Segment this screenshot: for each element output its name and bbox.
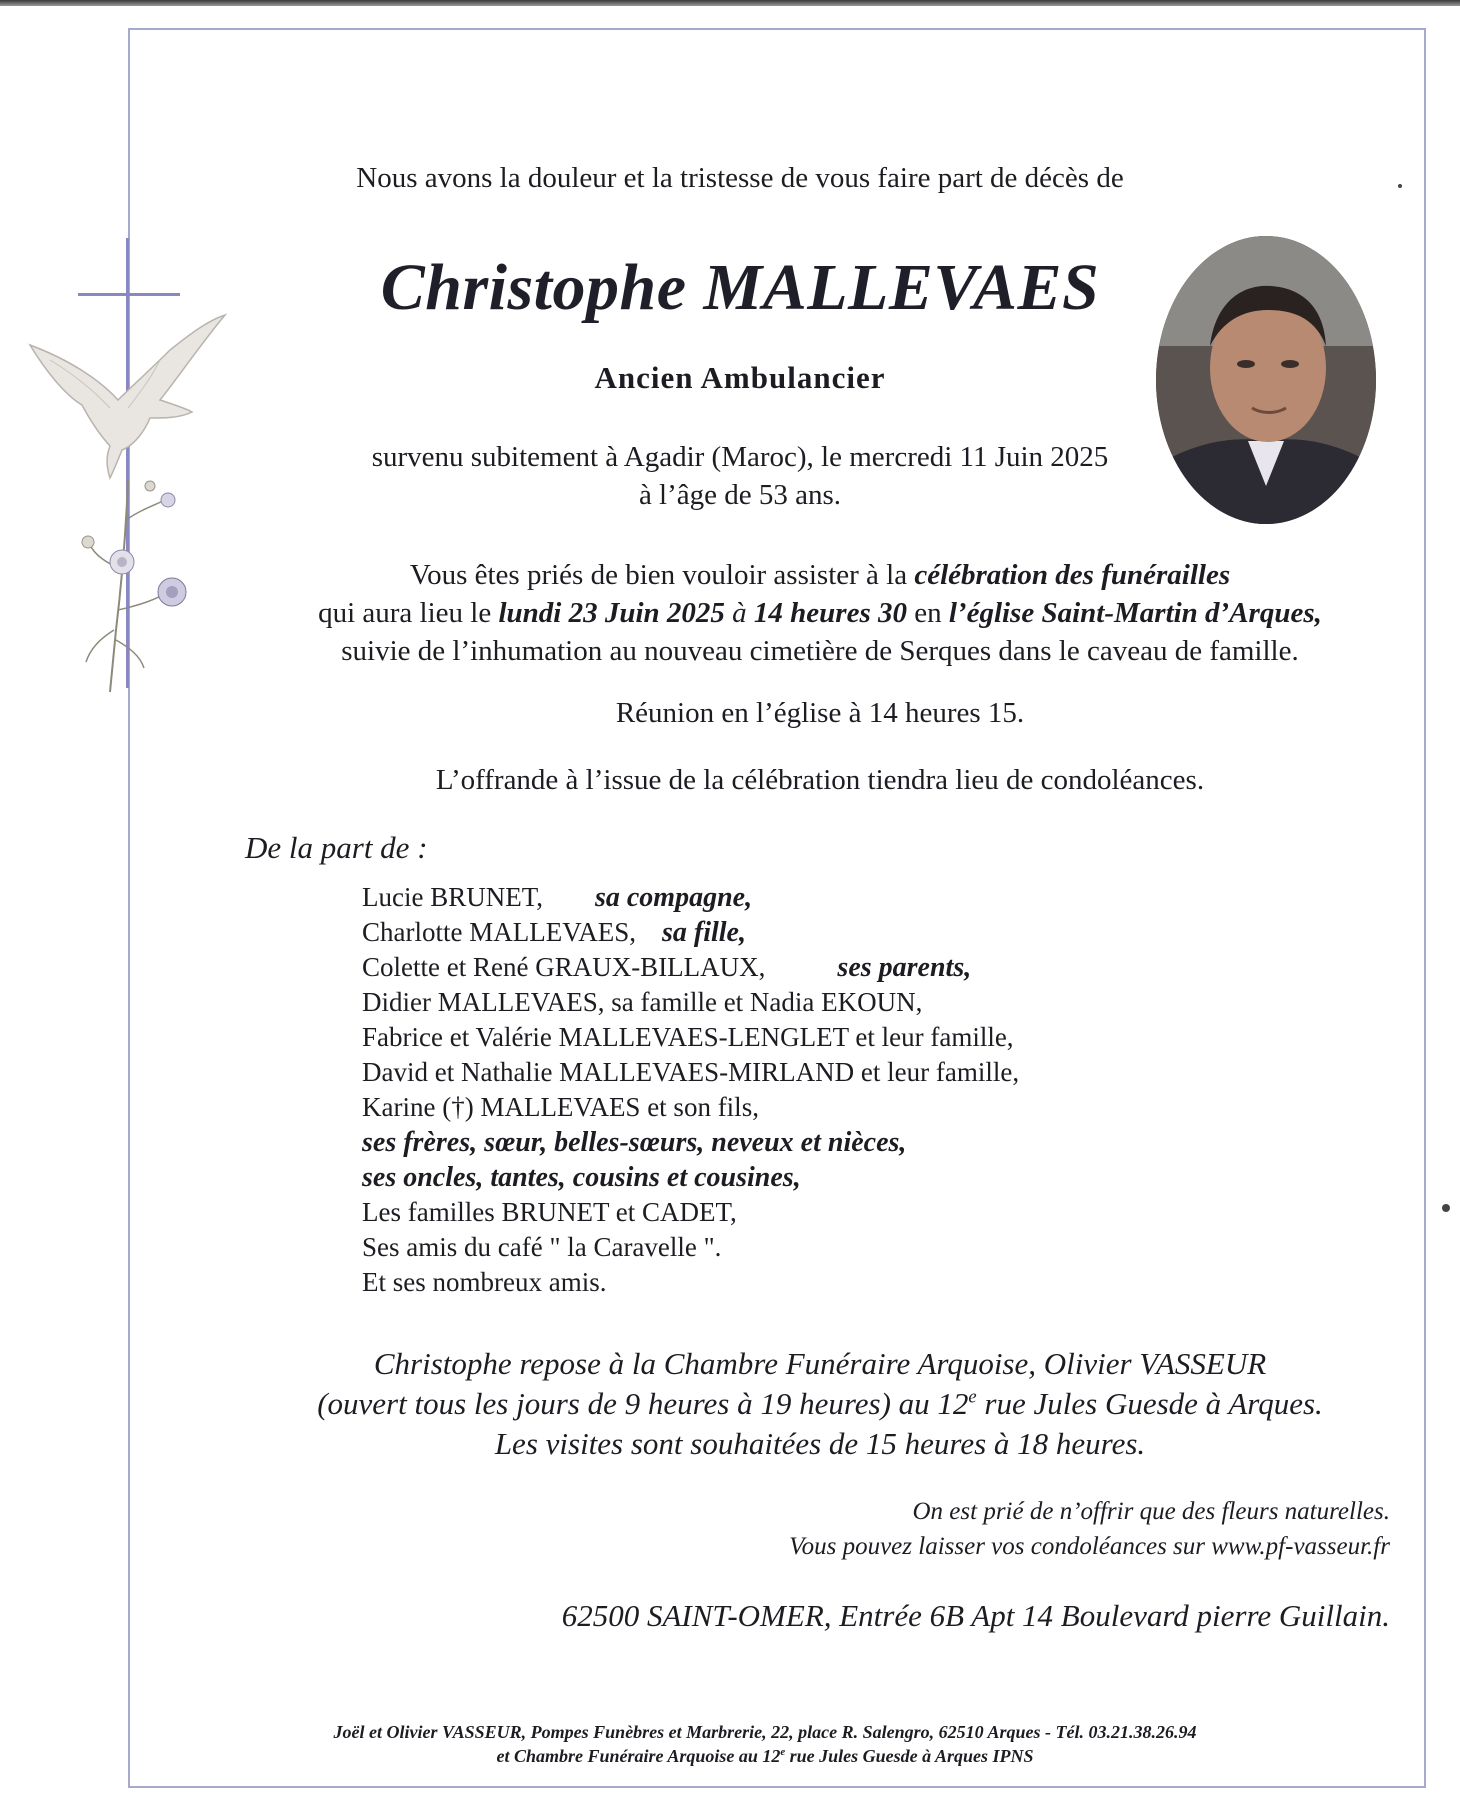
scan-speck [1398, 184, 1402, 188]
footer-text: rue Jules Guesde à Arques IPNS [785, 1746, 1034, 1766]
repose-details [230, 1344, 1410, 1464]
ceremony-venue: l’église Saint-Martin d’Arques, [948, 597, 1322, 629]
repose-line-2 [230, 1384, 1410, 1424]
ceremony-details [230, 556, 1410, 670]
ceremony-date: lundi 23 Juin 2025 [498, 597, 725, 629]
ceremony-text: en [906, 597, 949, 629]
family-relation: sa compagne, [594, 882, 753, 913]
repose-text: rue Jules Guesde à Arques. [976, 1386, 1323, 1421]
intro-text: Nous avons la douleur et la tristesse de vous faire part de décès de [356, 162, 1124, 194]
offering-text: L’offrande à l’issue de la célébration tiendra lieu de condoléances. [435, 764, 1205, 796]
footer [200, 1720, 1330, 1768]
footer-line-2 [200, 1744, 1330, 1768]
list-item [362, 915, 1019, 950]
portrait-photo [1156, 236, 1376, 524]
list-item: ses frères, sœur, belles-sœurs, neveux et nièces, [362, 1127, 907, 1158]
repose-line-3: Les visites sont souhaitées de 15 heures à 18 heures. [494, 1426, 1146, 1461]
ceremony-text: à [724, 597, 754, 629]
footer-line-1: Joël et Olivier VASSEUR, Pompes Funèbres et Marbrerie, 22, place R. Salengro, 62510 Arques - Tél. 03.21.38.26.94 [333, 1722, 1197, 1742]
deceased-name: Christophe MALLEVAES [380, 251, 1100, 324]
list-item: Ses amis du café " la Caravelle ". [362, 1232, 722, 1262]
list-item: Et ses nombreux amis. [362, 1267, 607, 1297]
repose-text: (ouvert tous les jours de 9 heures à 19 heures) au 12 [317, 1386, 969, 1421]
reunion-text: Réunion en l’église à 14 heures 15. [615, 697, 1025, 729]
from-label: De la part de : [245, 830, 428, 865]
family-name: Colette et René GRAUX-BILLAUX, [362, 952, 766, 982]
family-name: Lucie BRUNET, [362, 882, 543, 912]
list-item: ses oncles, tantes, cousins et cousines, [362, 1162, 801, 1193]
list-item: Les familles BRUNET et CADET, [362, 1197, 737, 1227]
superscript: e [968, 1386, 977, 1408]
family-address: 62500 SAINT-OMER, Entrée 6B Apt 14 Boulevard pierre Guillain. [561, 1598, 1390, 1633]
flowers-note: On est prié de n’offrir que des fleurs naturelles. [912, 1498, 1390, 1525]
footer-text: et Chambre Funéraire Arquoise au 12 [496, 1746, 781, 1766]
family-relation: ses parents, [837, 952, 972, 983]
family-name: Charlotte MALLEVAES, [362, 917, 636, 947]
scan-speck [1442, 1204, 1450, 1212]
repose-line-1: Christophe repose à la Chambre Funéraire Arquoise, Olivier VASSEUR [373, 1346, 1267, 1381]
death-line-1: survenu subitement à Agadir (Maroc), le mercredi 11 Juin 2025 [371, 441, 1109, 473]
list-item: Fabrice et Valérie MALLEVAES-LENGLET et leur famille, [362, 1022, 1014, 1052]
list-item: Didier MALLEVAES, sa famille et Nadia EKOUN, [362, 987, 923, 1017]
list-item: David et Nathalie MALLEVAES-MIRLAND et leur famille, [362, 1057, 1020, 1087]
list-item [362, 950, 1019, 985]
ceremony-line-3: suivie de l’inhumation au nouveau cimetière de Serques dans le caveau de famille. [341, 635, 1299, 667]
scan-edge [0, 0, 1460, 6]
death-details [300, 438, 1180, 514]
family-list [362, 880, 1019, 1300]
deceased-occupation: Ancien Ambulancier [594, 360, 886, 395]
condolences-note: Vous pouvez laisser vos condoléances sur www.pf-vasseur.fr [789, 1533, 1390, 1560]
list-item [362, 880, 1019, 915]
ceremony-time: 14 heures 30 [753, 597, 907, 629]
list-item: Karine (†) MALLEVAES et son fils, [362, 1092, 759, 1122]
ceremony-text: qui aura lieu le [318, 597, 499, 629]
ceremony-text: Vous êtes priés de bien vouloir assister à la [409, 559, 915, 591]
superscript: e [780, 1746, 786, 1758]
ceremony-emphasis: célébration des funérailles [914, 559, 1231, 591]
ceremony-line-1 [230, 556, 1410, 594]
family-relation: sa fille, [661, 917, 746, 948]
cross-icon-bar [78, 293, 180, 296]
dove-icon [10, 300, 240, 700]
ceremony-line-2 [230, 594, 1410, 632]
notes [789, 1494, 1390, 1564]
death-line-2: à l’âge de 53 ans. [638, 479, 842, 511]
flower-icon [110, 480, 128, 692]
